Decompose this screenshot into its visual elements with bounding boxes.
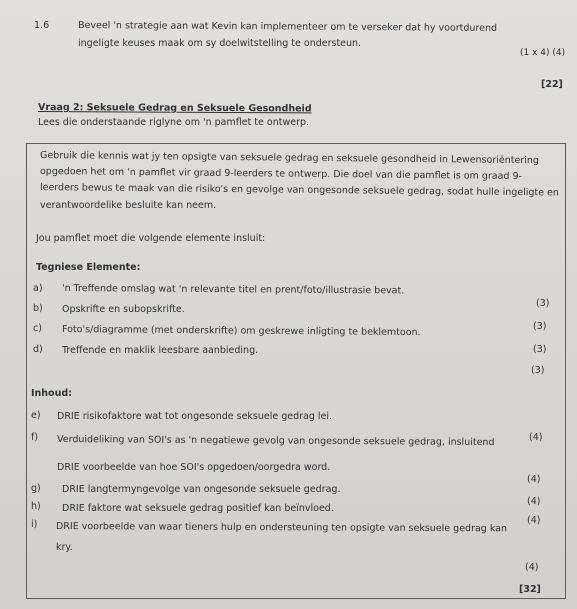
item-text-i-line-2: kry.: [56, 542, 73, 553]
item-letter-d: d): [33, 344, 43, 355]
item-mark-g: (4): [527, 496, 541, 507]
question-text-line-1: Beveel 'n strategie aan wat Kevin kan implementeer om te verseker dat hy voortdurend: [77, 20, 498, 34]
intro-line-2: opgedoen het om 'n pamflet vir graad 9-leerders te ontwerp. Die doel van die pamflet is om graad 9-: [39, 166, 523, 183]
item-mark-f: (4): [527, 474, 541, 485]
item-letter-a: a): [33, 283, 43, 294]
item-text-a: 'n Treffende omslag wat 'n relevante titel en prent/foto/illustrasie bevat.: [61, 283, 405, 297]
question-2-total: [32]: [519, 584, 541, 595]
content-heading: Inhoud:: [31, 388, 72, 399]
item-text-h: DRIE faktore wat seksuele gedrag positief kan beïnvloed.: [62, 503, 334, 514]
question-2-instruction: Lees die onderstaande riglyne om 'n pamflet te ontwerp.: [38, 117, 310, 128]
section-total: [22]: [541, 79, 563, 90]
item-letter-h: h): [31, 501, 41, 512]
item-text-g: DRIE langtermyngevolge van ongesonde seksuele gedrag.: [62, 484, 341, 495]
intro-line-3: leerders bewus te maak van die risiko's en gevolge van ongesonde seksuele gedrag, sodat hulle ingeligte en: [39, 182, 559, 199]
item-mark-c: (3): [533, 344, 547, 355]
question-number: 1.6: [34, 20, 50, 31]
item-text-f-line-2: DRIE voorbeelde van hoe SOI's opgedoen/oorgedra word.: [57, 462, 331, 473]
item-mark-h: (4): [527, 515, 541, 526]
question-marks: (1 x 4) (4): [520, 48, 566, 58]
item-mark-a: (3): [536, 298, 550, 309]
question-text-line-2: ingeligte keuses maak om sy doelwitstelling te ondersteun.: [78, 38, 362, 49]
item-letter-e: e): [31, 410, 41, 421]
item-letter-b: b): [33, 303, 43, 314]
item-letter-g: g): [31, 483, 41, 494]
item-text-e: DRIE risikofaktore wat tot ongesonde seksuele gedrag lei.: [57, 411, 333, 422]
intro-line-4: verantwoordelike besluite kan neem.: [40, 200, 217, 211]
question-2-title: Vraag 2: Seksuele Gedrag en Seksuele Gesondheid: [37, 102, 312, 115]
item-text-d: Treffende en maklik leesbare aanbieding.: [62, 345, 259, 356]
item-mark-e: (4): [529, 432, 543, 443]
item-letter-c: c): [33, 323, 42, 334]
intro-line-1: Gebruik die kennis wat jy ten opsigte van seksuele gedrag en seksuele gesondheid in Lewensoriëntering: [39, 150, 539, 167]
technical-elements-heading: Tegniese Elemente:: [36, 262, 141, 273]
item-text-b: Opskrifte en subopskrifte.: [62, 304, 185, 315]
item-mark-b: (3): [533, 321, 547, 332]
item-mark-d: (3): [531, 365, 545, 376]
item-text-f: Verduideliking van SOI's as 'n negatiewe gevolg van ongesonde seksuele gedrag, insluitend: [56, 434, 495, 449]
item-mark-i: (4): [525, 562, 539, 573]
item-text-i: DRIE voorbeelde van waar tieners hulp en ondersteuning ten opsigte van seksuele gedrag kan: [55, 521, 508, 535]
item-text-c: Foto's/diagramme (met onderskrifte) om geskrewe inligting te beklemtoon.: [61, 324, 421, 339]
item-letter-f: f): [31, 432, 39, 443]
elements-instruction: Jou pamflet moet die volgende elemente insluit:: [36, 233, 266, 244]
item-letter-i: i): [31, 519, 38, 530]
